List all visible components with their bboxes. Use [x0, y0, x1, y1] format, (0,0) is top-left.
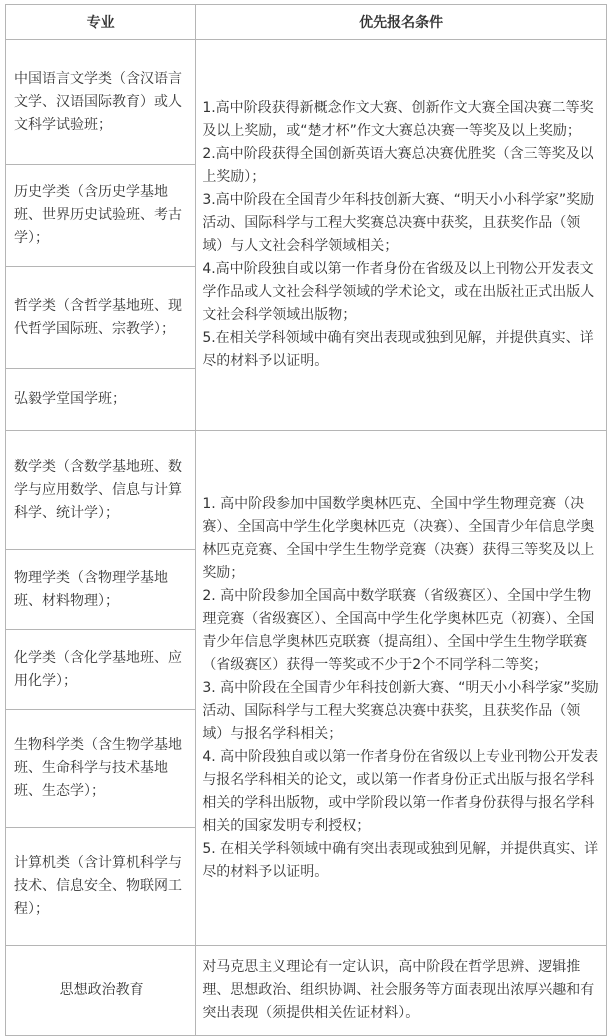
- conditions-cell-ideology: [196, 946, 607, 1036]
- major-cell: 中国语言文学类（含汉语言文学、汉语国际教育）或人文科学试验班；: [6, 40, 196, 165]
- table-row: [6, 946, 607, 1036]
- condition-item: 4. 高中阶段独自或以第一作者身份在省级以上专业刊物公开发表与报名学科相关的论文，或以第一作者身份正式出版与报名学科相关的学科出版物，或中学阶段以第一作者身份获得与报名学科相关的国家发明专利授权；: [202, 748, 599, 834]
- condition-item: 2. 高中阶段参加全国高中数学联赛（省级赛区）、全国中学生物理竞赛（省级赛区）、全国高中学生化学奥林匹克（初赛）、全国青少年信息学奥林匹克联赛（提高组）、全国中学生生物学联赛（省级赛区）获得一等奖或不少于2个不同学科二等奖；: [202, 587, 595, 673]
- admission-conditions-table: [5, 4, 607, 1036]
- major-cell: 数学类（含数学基地班、数学与应用数学、信息与计算科学、统计学）；: [6, 431, 196, 550]
- major-cell: 哲学类（含哲学基地班、现代哲学国际班、宗教学）；: [6, 267, 196, 369]
- major-cell: 生物科学类（含生物学基地班、生命科学与技术基地班、生态学）；: [6, 710, 196, 828]
- conditions-cell-sciences: [196, 431, 607, 946]
- major-cell: 计算机类（含计算机科学与技术、信息安全、物联网工程）；: [6, 828, 196, 946]
- condition-item: 5.在相关学科领域中确有突出表现或独到见解，并提供真实、详尽的材料予以证明。: [202, 330, 594, 369]
- condition-item: 5. 在相关学科领域中确有突出表现或独到见解，并提供真实、详尽的材料予以证明。: [202, 840, 599, 880]
- condition-item: 对马克思主义理论有一定认识，高中阶段在哲学思辨、逻辑推理、思想政治、组织协调、社会服务等方面表现出浓厚兴趣和有突出表现（须提供相关佐证材料）。: [202, 959, 595, 1021]
- condition-item: 2.高中阶段获得全国创新英语大赛总决赛优胜奖（含三等奖及以上奖励）；: [202, 146, 594, 185]
- major-cell: 物理学类（含物理学基地班、材料物理）；: [6, 550, 196, 630]
- condition-item: 3.高中阶段在全国青少年科技创新大赛、“明天小小科学家”奖励活动、国际科学与工程大奖赛总决赛中获奖，且获奖作品（领域）与人文社会科学领域相关；: [202, 192, 595, 254]
- major-cell: 历史学类（含历史学基地班、世界历史试验班、考古学）；: [6, 165, 196, 267]
- table-row: [6, 40, 607, 165]
- table-row: [6, 431, 607, 550]
- condition-item: 3. 高中阶段在全国青少年科技创新大赛、“明天小小科学家”奖励活动、国际科学与工程大奖赛总决赛中获奖，且获奖作品（领域）与报名学科相关；: [202, 679, 599, 742]
- condition-item: 1.高中阶段获得新概念作文大赛、创新作文大赛全国决赛二等奖及以上奖励，或“楚才杯”作文大赛总决赛一等奖及以上奖励；: [202, 100, 594, 139]
- header-conditions: 优先报名条件: [196, 5, 607, 40]
- condition-item: 4.高中阶段独自或以第一作者身份在省级及以上刊物公开发表文学作品或人文社会科学领域的学术论文，或在出版社正式出版人文社会科学领域出版物；: [202, 261, 595, 323]
- major-cell: 化学类（含化学基地班、应用化学）；: [6, 630, 196, 710]
- condition-item: 1. 高中阶段参加中国数学奥林匹克、全国中学生物理竞赛（决赛）、全国高中学生化学奥林匹克（决赛）、全国青少年信息学奥林匹克竞赛、全国中学生生物学竞赛（决赛）获得三等奖及以上奖励；: [202, 495, 595, 581]
- conditions-cell-humanities: [196, 40, 607, 431]
- major-cell: 思想政治教育: [6, 946, 196, 1036]
- header-major: 专业: [6, 5, 196, 40]
- major-cell: 弘毅学堂国学班；: [6, 369, 196, 431]
- header-row: [6, 5, 607, 40]
